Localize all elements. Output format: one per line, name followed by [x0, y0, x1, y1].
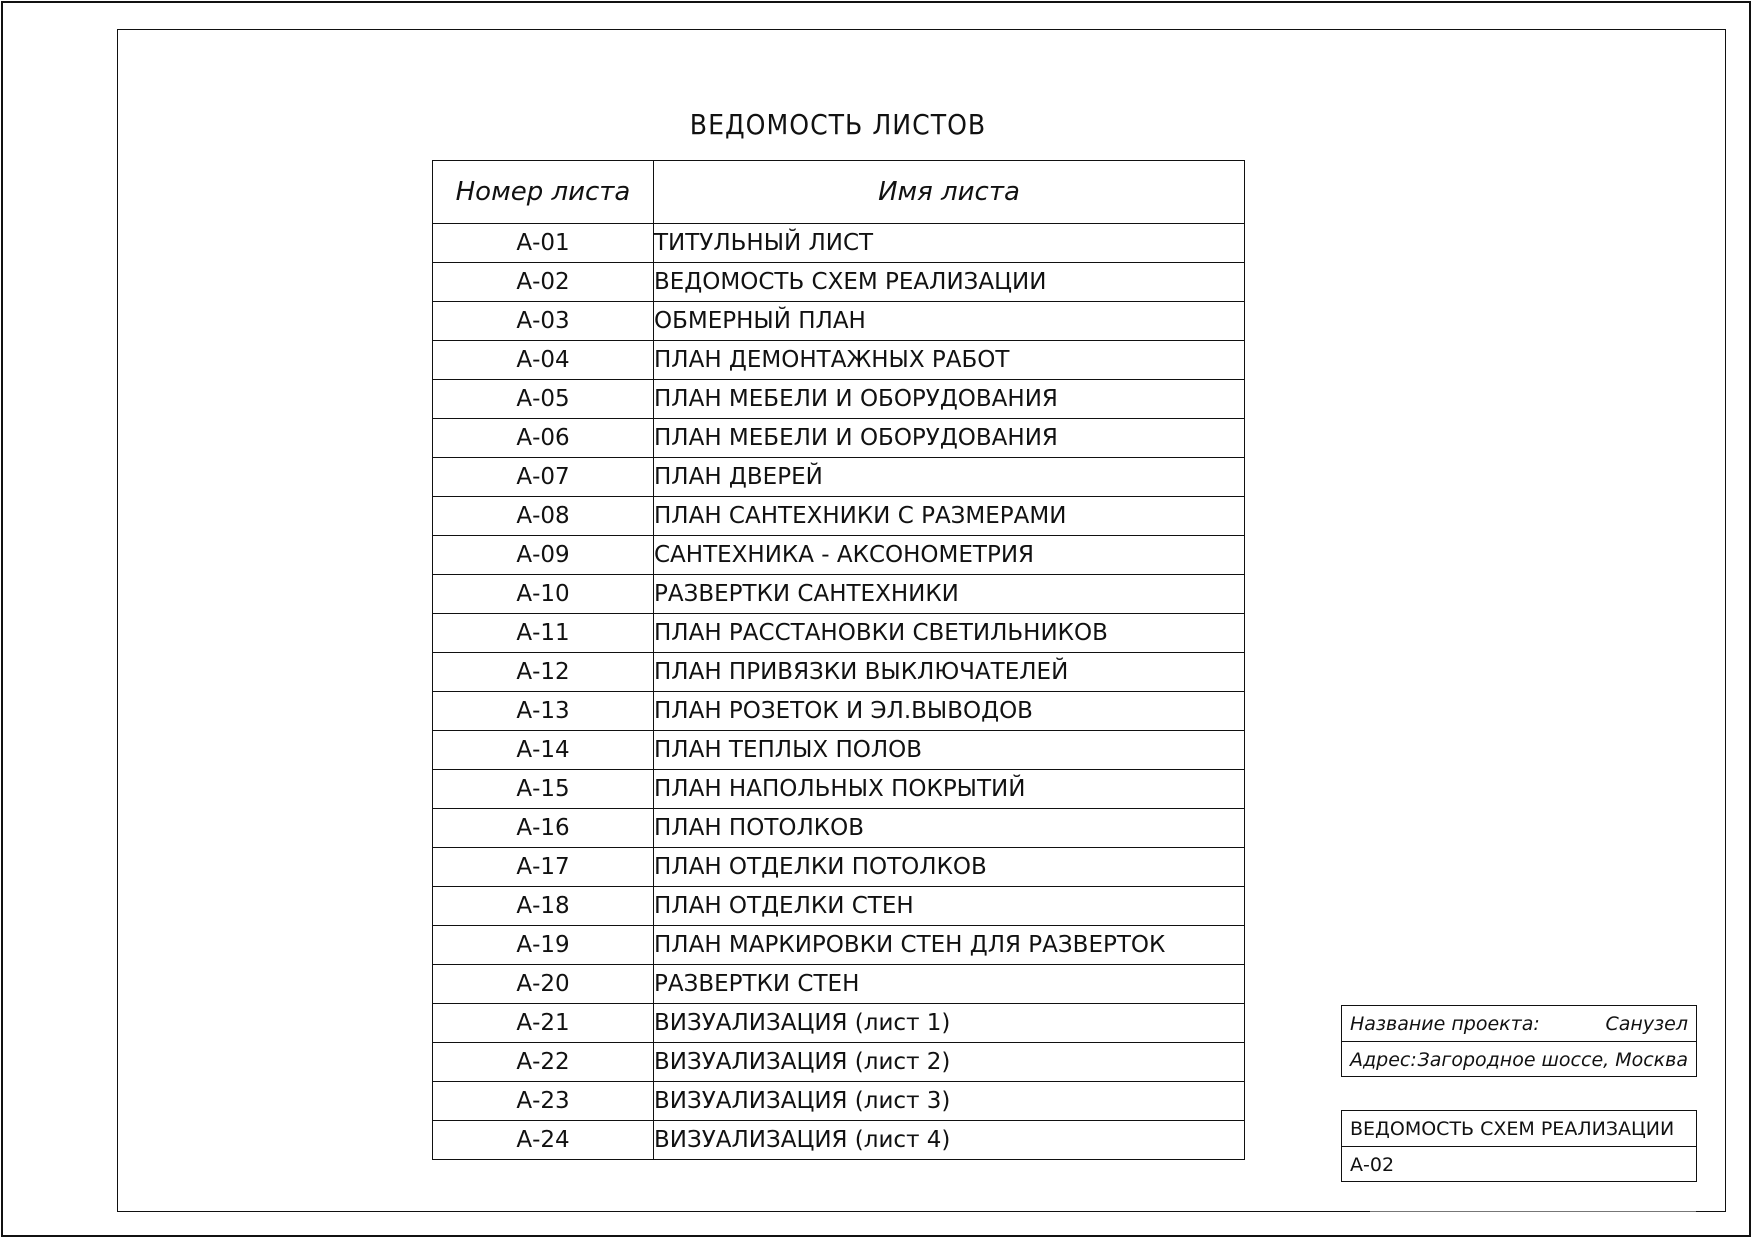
sheet-name-cell: ПЛАН МЕБЕЛИ И ОБОРУДОВАНИЯ: [654, 380, 1245, 419]
table-row: [433, 263, 1245, 302]
table-row: [433, 692, 1245, 731]
sheet-name-cell: ПЛАН НАПОЛЬНЫХ ПОКРЫТИЙ: [654, 770, 1245, 809]
address-label: Адрес:: [1350, 1049, 1417, 1071]
sheet-number-cell: А-04: [433, 341, 654, 380]
sheet-name-cell: ПЛАН САНТЕХНИКИ С РАЗМЕРАМИ: [654, 497, 1245, 536]
table-row: [433, 575, 1245, 614]
sheet-name-cell: ПЛАН ДВЕРЕЙ: [654, 458, 1245, 497]
sheet-name-cell: ВИЗУАЛИЗАЦИЯ (лист 1): [654, 1004, 1245, 1043]
table-header-row: [433, 161, 1245, 224]
sheet-number-cell: А-21: [433, 1004, 654, 1043]
sheet-number-cell: А-13: [433, 692, 654, 731]
sheet-name-cell: ПЛАН ОТДЕЛКИ СТЕН: [654, 887, 1245, 926]
sheet-list-table: [432, 160, 1245, 1160]
sheet-number-cell: А-08: [433, 497, 654, 536]
sheet-number-cell: А-07: [433, 458, 654, 497]
sheet-name-cell: ПЛАН РАССТАНОВКИ СВЕТИЛЬНИКОВ: [654, 614, 1245, 653]
table-row: [433, 341, 1245, 380]
table-row: [433, 731, 1245, 770]
sheet-number-cell: А-24: [433, 1121, 654, 1160]
table-row: [433, 224, 1245, 263]
sheet-name-cell: РАЗВЕРТКИ СТЕН: [654, 965, 1245, 1004]
sheet-name-cell: ОБМЕРНЫЙ ПЛАН: [654, 302, 1245, 341]
table-row: [433, 536, 1245, 575]
sheet-name-cell: ВИЗУАЛИЗАЦИЯ (лист 2): [654, 1043, 1245, 1082]
sheet-name-cell: ПЛАН ДЕМОНТАЖНЫХ РАБОТ: [654, 341, 1245, 380]
sheet-number-value: А-02: [1350, 1154, 1395, 1176]
sheet-number-cell: А-19: [433, 926, 654, 965]
sheet-name-cell: ПЛАН МЕБЕЛИ И ОБОРУДОВАНИЯ: [654, 419, 1245, 458]
address-row: [1342, 1042, 1696, 1078]
table-row: [433, 419, 1245, 458]
sheet-number-cell: А-03: [433, 302, 654, 341]
sheet-number-cell: А-12: [433, 653, 654, 692]
sheet-name-cell: ВИЗУАЛИЗАЦИЯ (лист 3): [654, 1082, 1245, 1121]
sheet-number-cell: А-17: [433, 848, 654, 887]
sheet-number-cell: А-20: [433, 965, 654, 1004]
sheet-name-cell: ПЛАН ТЕПЛЫХ ПОЛОВ: [654, 731, 1245, 770]
sheet-number-cell: А-22: [433, 1043, 654, 1082]
sheet-number-cell: А-18: [433, 887, 654, 926]
sheet-title-row: [1342, 1111, 1696, 1147]
sheet-name-cell: ПЛАН РОЗЕТОК И ЭЛ.ВЫВОДОВ: [654, 692, 1245, 731]
table-row: [433, 1121, 1245, 1160]
sheet-name-cell: РАЗВЕРТКИ САНТЕХНИКИ: [654, 575, 1245, 614]
sheet-number-cell: А-14: [433, 731, 654, 770]
sheet-name-cell: САНТЕХНИКА - АКСОНОМЕТРИЯ: [654, 536, 1245, 575]
table-row: [433, 458, 1245, 497]
sheet-name-cell: ТИТУЛЬНЫЙ ЛИСТ: [654, 224, 1245, 263]
sheet-number-cell: А-11: [433, 614, 654, 653]
sheet-name-cell: ВИЗУАЛИЗАЦИЯ (лист 4): [654, 1121, 1245, 1160]
table-row: [433, 653, 1245, 692]
column-header-name: Имя листа: [654, 161, 1245, 224]
project-name-value: Санузел: [1605, 1013, 1688, 1035]
footer-divider: [1370, 1211, 1696, 1212]
sheet-number-cell: А-06: [433, 419, 654, 458]
sheet-number-cell: А-15: [433, 770, 654, 809]
sheet-name-cell: ПЛАН ПОТОЛКОВ: [654, 809, 1245, 848]
table-row: [433, 770, 1245, 809]
address-value: Загородное шоссе, Москва: [1417, 1049, 1688, 1071]
table-row: [433, 302, 1245, 341]
sheet-info-stamp: [1341, 1110, 1697, 1182]
sheet-number-cell: А-01: [433, 224, 654, 263]
sheet-number-cell: А-10: [433, 575, 654, 614]
table-row: [433, 614, 1245, 653]
sheet-name-cell: ВЕДОМОСТЬ СХЕМ РЕАЛИЗАЦИИ: [654, 263, 1245, 302]
table-row: [433, 926, 1245, 965]
sheet-name-cell: ПЛАН МАРКИРОВКИ СТЕН ДЛЯ РАЗВЕРТОК: [654, 926, 1245, 965]
sheet-number-cell: А-05: [433, 380, 654, 419]
table-body: [433, 224, 1245, 1160]
project-info-stamp: [1341, 1005, 1697, 1077]
sheet-number-cell: А-23: [433, 1082, 654, 1121]
table-row: [433, 1082, 1245, 1121]
sheet-number-cell: А-09: [433, 536, 654, 575]
table-row: [433, 809, 1245, 848]
sheet-number-cell: А-02: [433, 263, 654, 302]
sheet-number-row: [1342, 1147, 1696, 1183]
table-row: [433, 1043, 1245, 1082]
sheet-name-cell: ПЛАН ОТДЕЛКИ ПОТОЛКОВ: [654, 848, 1245, 887]
column-header-number: Номер листа: [433, 161, 654, 224]
page-title: ВЕДОМОСТЬ ЛИСТОВ: [689, 108, 987, 141]
project-name-label: Название проекта:: [1350, 1013, 1540, 1035]
table-row: [433, 887, 1245, 926]
project-name-row: [1342, 1006, 1696, 1042]
table-row: [433, 848, 1245, 887]
table-row: [433, 965, 1245, 1004]
table-row: [433, 1004, 1245, 1043]
table-row: [433, 497, 1245, 536]
sheet-title-value: ВЕДОМОСТЬ СХЕМ РЕАЛИЗАЦИИ: [1350, 1118, 1675, 1140]
sheet-name-cell: ПЛАН ПРИВЯЗКИ ВЫКЛЮЧАТЕЛЕЙ: [654, 653, 1245, 692]
sheet-number-cell: А-16: [433, 809, 654, 848]
table-row: [433, 380, 1245, 419]
